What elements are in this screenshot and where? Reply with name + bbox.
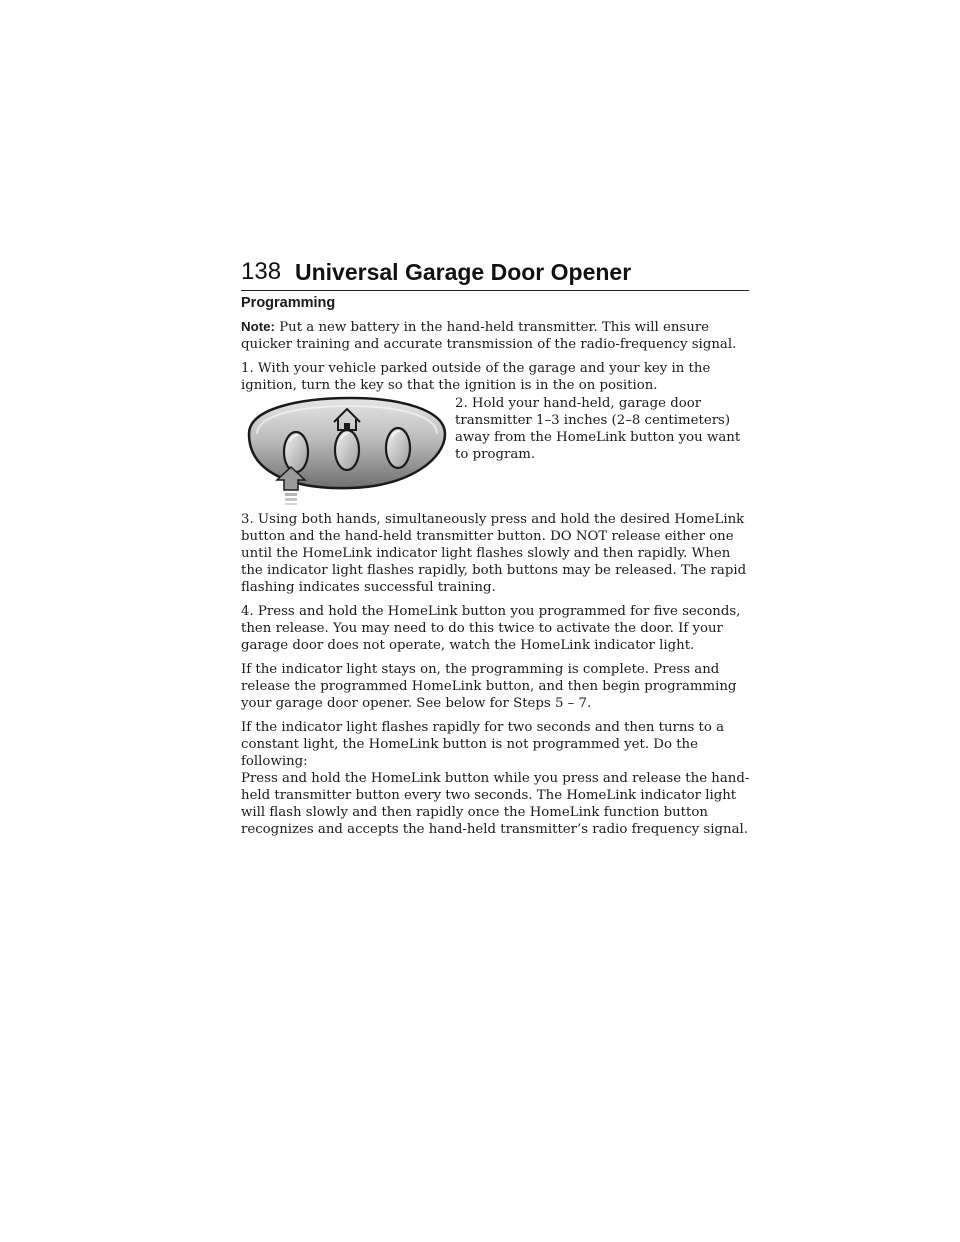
note-paragraph: [241, 318, 751, 353]
step-4: 4. Press and hold the HomeLink button you programmed for five seconds, then release. You may need to do this twice to activate the door. If your garage door does not operate, watch the HomeLink indicator light.: [241, 604, 741, 653]
homelink-button-2: [335, 430, 359, 470]
page-header: [241, 258, 749, 291]
subheading-programming: Programming: [241, 295, 336, 311]
step-2-block: [241, 394, 751, 506]
homelink-panel-icon: [241, 394, 451, 506]
homelink-illustration: [241, 394, 451, 506]
note-text: Put a new battery in the hand-held transmitter. This will ensure quicker training and accurate transmission of the radio-frequency signal.: [241, 320, 737, 352]
note-label: Note:: [241, 319, 275, 334]
paragraph-press-and-hold: Press and hold the HomeLink button while you press and release the hand-held transmitter button every two seconds. The HomeLink indicator light will flash slowly and then rapidly once the HomeLink function button recognizes and accepts the hand-held transmitter’s radio frequency signal.: [241, 771, 750, 837]
homelink-button-1: [284, 432, 308, 472]
step-1: 1. With your vehicle parked outside of the garage and your key in the ignition, turn the key so that the ignition is in the on position.: [241, 361, 711, 393]
paragraph-light-flashes: If the indicator light flashes rapidly for two seconds and then turns to a constant light, the HomeLink button is not programmed yet. Do the following:: [241, 720, 725, 769]
page-content: [241, 294, 751, 845]
homelink-button-3: [386, 428, 410, 468]
step-2: 2. Hold your hand-held, garage door transmitter 1–3 inches (2–8 centimeters) away from the HomeLink button you want to program.: [455, 396, 741, 462]
section-title: Universal Garage Door Opener: [295, 259, 632, 285]
paragraph-light-stays-on: If the indicator light stays on, the programming is complete. Press and release the programmed HomeLink button, and then begin programming your garage door opener. See below for Steps 5 – 7.: [241, 662, 737, 711]
page-number: 138: [241, 258, 282, 285]
step-3: 3. Using both hands, simultaneously press and hold the desired HomeLink button and the hand-held transmitter button. DO NOT release either one until the HomeLink indicator light flashes slowly and then rapidly. When the indicator light flashes rapidly, both buttons may be released. The rapid flashing indicates successful training.: [241, 512, 747, 595]
